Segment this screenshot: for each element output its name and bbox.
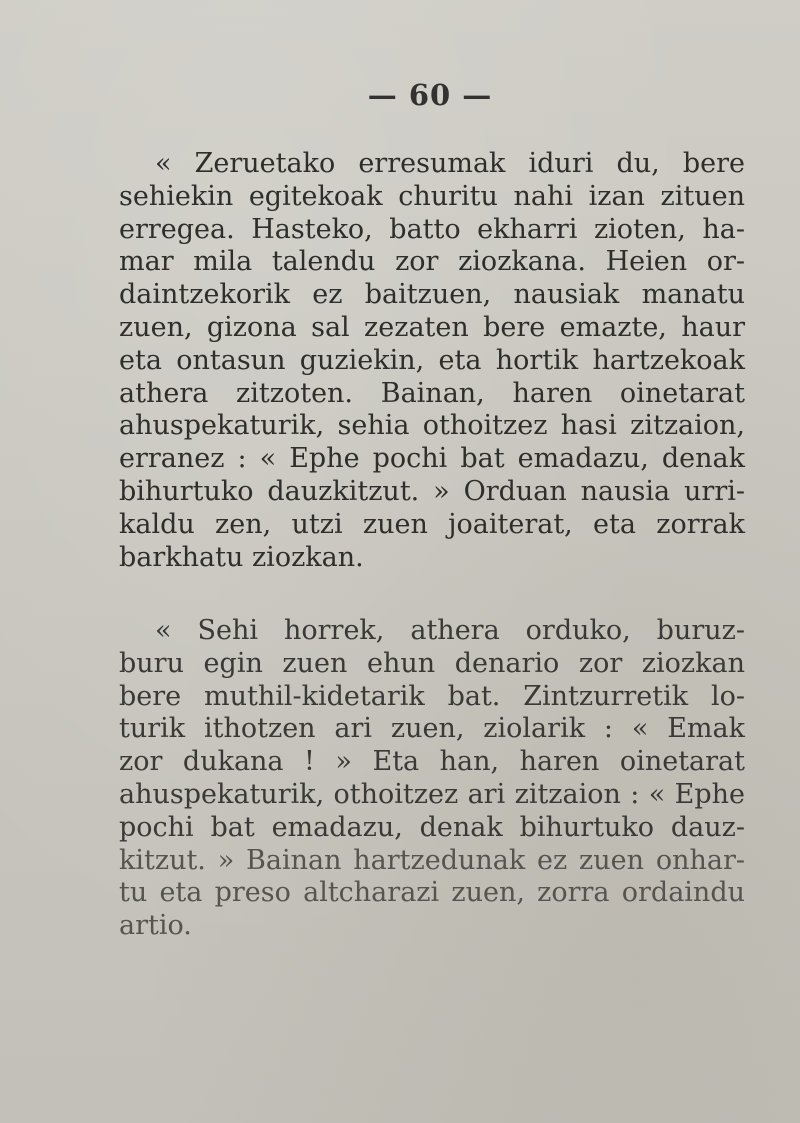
text-line: daintzekorik ez baitzuen, nausiak manatu xyxy=(119,279,745,311)
text-line: tu eta preso altcharazi zuen, zorra ordaindu xyxy=(119,877,745,909)
text-line: turik ithotzen ari zuen, ziolarik : « Emak xyxy=(119,713,745,745)
text-line: ahuspekaturik, othoitzez ari zitzaion : « Ephe xyxy=(119,778,745,810)
text-line: zuen, gizona sal zezaten bere emazte, haur xyxy=(119,311,745,343)
text-line: bere muthil-kidetarik bat. Zintzurretik lo- xyxy=(119,680,745,712)
paragraph-1 xyxy=(119,148,745,574)
text-line: ahuspekaturik, sehia othoitzez hasi zitzaion, xyxy=(119,410,745,442)
text-line: « Sehi horrek, athera orduko, buruz- xyxy=(155,615,745,646)
text-line: artio. xyxy=(119,910,192,942)
text-line: sehiekin egitekoak churitu nahi izan zituen xyxy=(119,180,745,212)
text-line: barkhatu ziozkan. xyxy=(119,541,364,573)
text-line: mar mila talendu zor ziozkana. Heien or- xyxy=(119,246,745,278)
text-line: bihurtuko dauzkitzut. » Orduan nausia urri- xyxy=(119,475,745,507)
text-line: athera zitzoten. Bainan, haren oinetarat xyxy=(119,377,745,409)
text-line: zor dukana ! » Eta han, haren oinetarat xyxy=(119,746,745,778)
text-line: kaldu zen, utzi zuen joaiterat, eta zorrak xyxy=(119,508,745,540)
page-number: — 60 — xyxy=(367,78,493,112)
paragraph-2 xyxy=(119,615,745,943)
text-line: pochi bat emadazu, denak bihurtuko dauz- xyxy=(119,811,745,843)
text-line: « Zeruetako erresumak iduri du, bere xyxy=(155,148,745,179)
text-line: buru egin zuen ehun denario zor ziozkan xyxy=(119,647,745,679)
text-line: erregea. Hasteko, batto ekharri zioten, ha- xyxy=(119,213,745,245)
text-line: kitzut. » Bainan hartzedunak ez zuen onhar- xyxy=(119,844,745,876)
text-line: eta ontasun guziekin, eta hortik hartzekoak xyxy=(119,344,745,376)
text-line: erranez : « Ephe pochi bat emadazu, denak xyxy=(119,443,745,475)
